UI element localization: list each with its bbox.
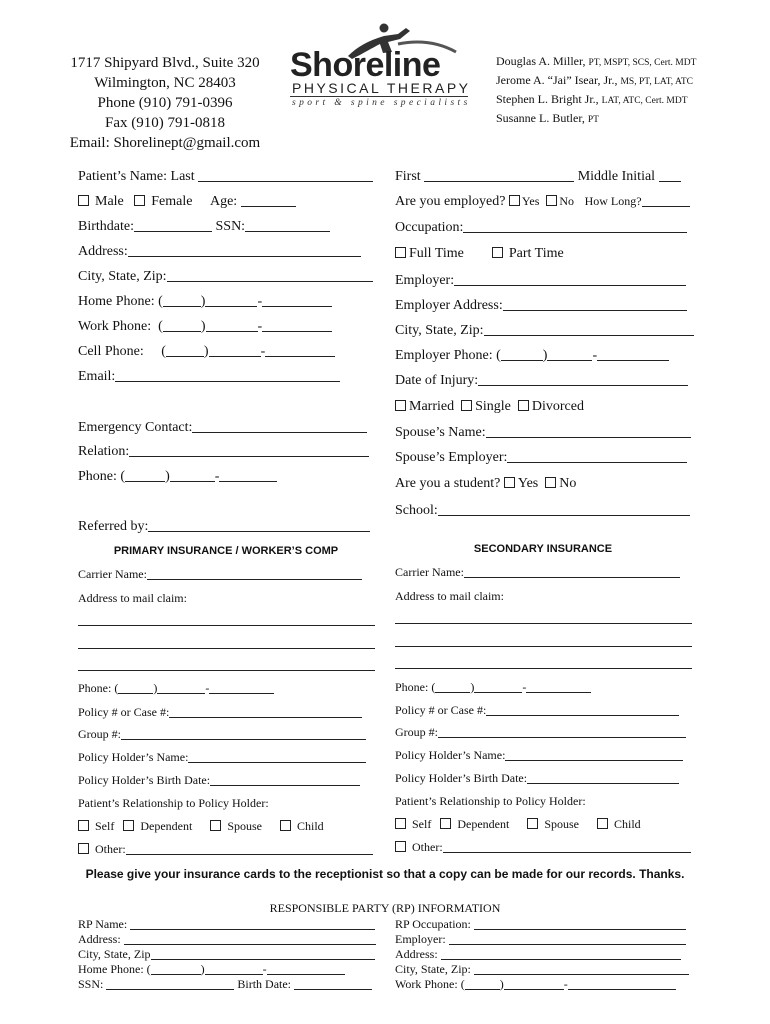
staff-name: Douglas A. Miller, [496, 54, 586, 68]
student-label: Are you a student? [395, 476, 501, 491]
staff-name: Susanne L. Butler, [496, 111, 585, 125]
secondary-phone-field[interactable]: Phone: ( ) - [395, 680, 591, 695]
employer-address-field[interactable] [395, 298, 687, 314]
staff-name: Jerome A. “Jai” Isear, Jr., [496, 73, 618, 87]
last-name-field[interactable] [78, 169, 373, 185]
primary-policy-field[interactable] [78, 705, 362, 720]
secondary-other-field[interactable] [395, 840, 691, 855]
spouse-checkbox[interactable] [210, 820, 221, 831]
self-checkbox[interactable] [395, 818, 406, 829]
other-label: Other: [412, 840, 443, 854]
cell-phone-field[interactable]: Cell Phone: ( ) - [78, 344, 335, 360]
birth-date-label: Birth Date: [237, 977, 292, 991]
spouse-label: Spouse [544, 817, 579, 831]
field-label: Address: [395, 947, 438, 961]
secondary-mail-line[interactable] [395, 623, 692, 624]
field-label: Policy Holder’s Name: [395, 748, 506, 762]
field-label: Home Phone: [78, 962, 144, 976]
address-line: Wilmington, NC 28403 [94, 75, 236, 91]
email-field[interactable] [78, 369, 340, 385]
part-time-label: Part Time [508, 246, 564, 261]
field-label: School: [395, 503, 438, 518]
occupation-field[interactable] [395, 220, 687, 236]
staff-item [496, 91, 696, 110]
field-label: Policy # or Case #: [78, 705, 170, 719]
dependent-checkbox[interactable] [123, 820, 134, 831]
marital-status-row [395, 399, 584, 415]
primary-relationship-options [78, 819, 324, 834]
referred-by-field[interactable] [78, 519, 370, 535]
secondary-carrier-field[interactable] [395, 565, 680, 580]
spouse-checkbox[interactable] [527, 818, 538, 829]
no-label: No [559, 194, 575, 208]
emergency-phone-field[interactable]: Phone: ( ) - [78, 469, 277, 485]
secondary-holder-birth-field[interactable] [395, 771, 679, 786]
primary-mail-label: Address to mail claim: [78, 591, 187, 605]
staff-name: Stephen L. Bright Jr., [496, 92, 599, 106]
field-label: Group #: [395, 725, 438, 739]
self-checkbox[interactable] [78, 820, 89, 831]
primary-insurance-title: PRIMARY INSURANCE / WORKER’S COMP [113, 545, 339, 557]
employed-no-checkbox[interactable] [546, 195, 557, 206]
address-line: Phone (910) 791-0396 [97, 95, 233, 111]
secondary-mail-label: Address to mail claim: [395, 589, 504, 603]
first-name-field[interactable] [424, 181, 574, 182]
field-label: Policy # or Case #: [395, 703, 487, 717]
male-checkbox[interactable] [78, 195, 89, 206]
rp-address-field[interactable] [78, 932, 376, 947]
field-label: Policy Holder’s Birth Date: [395, 771, 528, 785]
primary-relationship-label: Patient’s Relationship to Policy Holder: [78, 796, 269, 810]
secondary-mail-line[interactable] [395, 646, 692, 647]
secondary-mail-line[interactable] [395, 668, 692, 669]
field-label: Carrier Name: [395, 565, 464, 579]
field-label: Employer Address: [395, 298, 503, 313]
primary-phone-field[interactable]: Phone: ( ) - [78, 681, 274, 696]
birthdate-ssn-row [78, 219, 330, 235]
address-line: Email: Shorelinept@gmail.com [69, 135, 261, 151]
primary-mail-line[interactable] [78, 648, 375, 649]
primary-other-field[interactable] [78, 842, 373, 857]
rp-employer-field[interactable] [395, 932, 686, 947]
staff-item [496, 72, 696, 91]
address-line: 1717 Shipyard Blvd., Suite 320 [70, 55, 260, 71]
staff-list [496, 53, 696, 129]
male-label: Male [95, 194, 124, 209]
part-time-checkbox[interactable] [492, 247, 503, 258]
dependent-label: Dependent [140, 819, 193, 833]
rp-employer-address-field[interactable] [395, 947, 681, 962]
child-label: Child [614, 817, 641, 831]
field-label: Policy Holder’s Name: [78, 750, 189, 764]
field-label: Group #: [78, 727, 121, 741]
field-label: Relation: [78, 444, 130, 459]
secondary-holder-name-field[interactable] [395, 748, 683, 763]
divorced-label: Divorced [531, 399, 584, 414]
married-checkbox[interactable] [395, 400, 406, 411]
self-label: Self [95, 819, 115, 833]
logo-tagline: sport & spine specialists [292, 98, 471, 108]
first-label: First [395, 169, 421, 184]
other-label: Other: [95, 842, 126, 856]
birthdate-label: Birthdate: [78, 219, 134, 234]
field-label: Policy Holder’s Birth Date: [78, 773, 211, 787]
dependent-checkbox[interactable] [440, 818, 451, 829]
shoreline-logo [288, 22, 473, 117]
rp-employer-city-field[interactable] [395, 962, 689, 977]
ssn-label: SSN: [78, 977, 104, 991]
child-checkbox[interactable] [280, 820, 291, 831]
child-label: Child [297, 819, 324, 833]
field-label: Employer: [395, 932, 446, 946]
full-time-checkbox[interactable] [395, 247, 406, 258]
field-label: Address: [78, 932, 121, 946]
yes-label: Yes [521, 194, 540, 208]
single-label: Single [475, 399, 511, 414]
field-label: Email: [78, 369, 116, 384]
dependent-label: Dependent [457, 817, 510, 831]
rp-title: RESPONSIBLE PARTY (RP) INFORMATION [269, 901, 501, 915]
spouse-label: Spouse [227, 819, 262, 833]
field-label: Emergency Contact: [78, 420, 193, 435]
student-no-checkbox[interactable] [545, 477, 556, 488]
field-label: Referred by: [78, 519, 149, 534]
secondary-insurance-title: SECONDARY INSURANCE [473, 543, 613, 555]
student-row [395, 476, 576, 492]
logo-divider [290, 96, 468, 97]
other-checkbox[interactable] [78, 843, 89, 854]
field-label: Home Phone: [78, 294, 155, 309]
field-label: Phone: [78, 469, 117, 484]
field-label: City, State, Zip: [78, 269, 167, 284]
field-label: RP Occupation: [395, 917, 471, 931]
primary-mail-line[interactable] [78, 670, 375, 671]
secondary-relationship-options [395, 817, 641, 832]
field-label: City, State, Zip: [395, 323, 484, 338]
student-yes-checkbox[interactable] [504, 477, 515, 488]
ssn-field[interactable] [245, 231, 330, 232]
city-state-zip-field[interactable] [78, 269, 373, 285]
spouse-employer-field[interactable] [395, 450, 687, 466]
date-of-injury-field[interactable] [395, 373, 688, 389]
field-label: Carrier Name: [78, 567, 147, 581]
self-label: Self [412, 817, 432, 831]
divorced-checkbox[interactable] [518, 400, 529, 411]
rp-home-phone-field[interactable]: Home Phone: ( ) - [78, 962, 345, 977]
field-label: Work Phone: [78, 319, 152, 334]
gender-age-row [78, 194, 296, 210]
middle-initial-label: Middle Initial [577, 169, 656, 184]
field-label: Spouse’s Name: [395, 425, 486, 440]
full-time-label: Full Time [409, 246, 464, 261]
employer-city-field[interactable] [395, 323, 694, 339]
employed-yes-checkbox[interactable] [509, 195, 520, 206]
secondary-group-field[interactable] [395, 725, 686, 740]
single-checkbox[interactable] [461, 400, 472, 411]
relation-field[interactable] [78, 444, 369, 460]
employment-type-row [395, 246, 564, 262]
field-label: Patient’s Name: Last [78, 169, 195, 184]
how-long-field[interactable] [642, 206, 690, 207]
primary-carrier-field[interactable] [78, 567, 362, 582]
female-label: Female [151, 194, 193, 209]
staff-item [496, 110, 696, 129]
middle-initial-field[interactable] [659, 181, 681, 182]
field-label: Employer: [395, 273, 455, 288]
rp-occupation-field[interactable] [395, 917, 686, 932]
age-field[interactable] [241, 206, 296, 207]
how-long-label: How Long? [584, 194, 642, 208]
staff-item [496, 53, 696, 72]
emergency-contact-field[interactable] [78, 420, 367, 436]
field-label: Occupation: [395, 220, 464, 235]
field-label: Phone: [78, 681, 112, 695]
field-label: Work Phone: [395, 977, 458, 991]
employer-field[interactable] [395, 273, 686, 289]
child-checkbox[interactable] [597, 818, 608, 829]
female-checkbox[interactable] [134, 195, 145, 206]
ssn-label: SSN: [215, 219, 246, 234]
other-checkbox[interactable] [395, 841, 406, 852]
secondary-relationship-label: Patient’s Relationship to Policy Holder: [395, 794, 586, 808]
married-label: Married [409, 399, 455, 414]
yes-label: Yes [517, 476, 539, 491]
employed-row [395, 194, 690, 210]
home-phone-field[interactable]: Home Phone: ( ) - [78, 294, 332, 310]
first-name-row [395, 169, 681, 185]
rp-city-field[interactable] [78, 947, 375, 962]
staff-credentials: PT [587, 115, 599, 125]
address-field[interactable] [78, 244, 361, 260]
rp-ssn-birth-row [78, 977, 372, 992]
clinic-address-block [60, 53, 270, 153]
primary-holder-birth-field[interactable] [78, 773, 360, 788]
field-label: Cell Phone: [78, 344, 144, 359]
rp-birth-date-field[interactable] [294, 989, 372, 990]
work-phone-field[interactable]: Work Phone: ( ) - [78, 319, 332, 335]
logo-wordmark: Shoreline [290, 46, 441, 84]
field-label: Address: [78, 244, 128, 259]
staff-credentials: MS, PT, LAT, ATC [620, 77, 693, 87]
employed-label: Are you employed? [395, 194, 506, 209]
field-label: Employer Phone: [395, 348, 493, 363]
field-label: Spouse’s Employer: [395, 450, 508, 465]
field-label: Phone: [395, 680, 429, 694]
spouse-name-field[interactable] [395, 425, 691, 441]
primary-group-field[interactable] [78, 727, 366, 742]
insurance-card-notice: Please give your insurance cards to the receptionist so that a copy can be made for our records. Thanks. [85, 867, 685, 881]
birthdate-field[interactable] [134, 231, 212, 232]
no-label: No [559, 476, 577, 491]
rp-ssn-field[interactable] [106, 989, 234, 990]
logo-subtitle: PHYSICAL THERAPY [292, 80, 471, 96]
field-label: RP Name: [78, 917, 128, 931]
rp-work-phone-field[interactable]: Work Phone: ( ) - [395, 977, 676, 992]
age-label: Age: [209, 194, 238, 209]
field-label: City, State, Zip [78, 947, 151, 961]
field-label: City, State, Zip: [395, 962, 471, 976]
employer-phone-field[interactable]: Employer Phone: ( ) - [395, 348, 669, 364]
secondary-policy-field[interactable] [395, 703, 679, 718]
rp-name-field[interactable] [78, 917, 375, 932]
primary-holder-name-field[interactable] [78, 750, 366, 765]
address-line: Fax (910) 791-0818 [105, 115, 225, 131]
primary-mail-line[interactable] [78, 625, 375, 626]
staff-credentials: LAT, ATC, Cert. MDT [601, 96, 688, 106]
school-field[interactable] [395, 503, 690, 519]
staff-credentials: PT, MSPT, SCS, Cert. MDT [588, 58, 697, 68]
field-label: Date of Injury: [395, 373, 479, 388]
